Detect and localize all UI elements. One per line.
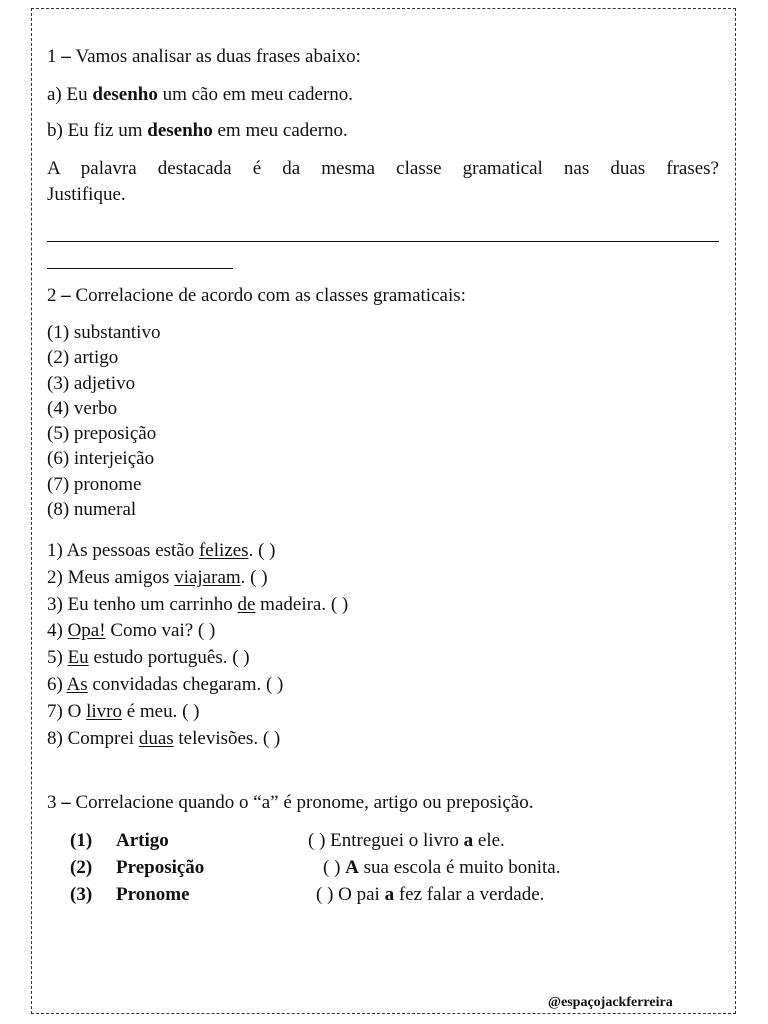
option-number: (1) — [70, 830, 93, 851]
option-number: (2) — [70, 857, 93, 878]
sentence-item[interactable]: 5) Eu estudo português. ( ) — [47, 647, 250, 669]
class-item: (6) interjeição — [47, 448, 155, 470]
sentence-item[interactable]: 8) Comprei duas televisões. ( ) — [47, 727, 281, 749]
q2-title: 2 – Correlacione de acordo com as classes gramaticais: — [47, 285, 466, 306]
sentence-item[interactable]: 6) As convidadas chegaram. ( ) — [47, 673, 284, 695]
class-item: (4) verbo — [47, 397, 118, 419]
class-item: (2) artigo — [47, 347, 119, 369]
class-item: (7) pronome — [47, 473, 142, 495]
class-item: (3) adjetivo — [47, 372, 136, 394]
sentence-item[interactable]: 1) As pessoas estão felizes. ( ) — [47, 540, 276, 561]
class-item: (5) preposição — [47, 423, 157, 445]
answer-line-2[interactable] — [47, 268, 233, 269]
answer-line-1[interactable] — [47, 241, 719, 242]
q1-sentence-a: a) Eu desenho um cão em meu caderno. — [47, 84, 354, 105]
class-item: (8) numeral — [47, 499, 137, 521]
q3-title: 3 – Correlacione quando o “a” é pronome, artigo ou preposição. — [47, 792, 534, 813]
sentence-item[interactable]: 4) Opa! Como vai? ( ) — [47, 620, 216, 642]
class-list — [47, 320, 160, 522]
sentence-list — [47, 538, 348, 752]
q1-question: A palavra destacada é da mesma classe gramatical nas duas frases? — [47, 158, 719, 179]
q1-title: 1 – Vamos analisar as duas frases abaixo: — [47, 46, 361, 67]
q3-sentence[interactable]: ( ) Entreguei o livro a ele. — [308, 830, 505, 851]
sentence-item[interactable]: 2) Meus amigos viajaram. ( ) — [47, 566, 268, 588]
class-item: (1) substantivo — [47, 322, 161, 343]
option-name: Artigo — [116, 830, 169, 851]
sentence-item[interactable]: 7) O livro é meu. ( ) — [47, 700, 200, 722]
option-number: (3) — [70, 884, 93, 905]
option-name: Pronome — [116, 884, 190, 905]
option-name: Preposição — [116, 857, 205, 878]
q1-sentence-b: b) Eu fiz um desenho em meu caderno. — [47, 120, 348, 141]
q3-sentence[interactable]: ( ) A sua escola é muito bonita. — [323, 857, 561, 878]
q1-question-cont: Justifique. — [47, 184, 126, 205]
author-credit: @espaçojackferreira — [548, 995, 673, 1010]
sentence-item[interactable]: 3) Eu tenho um carrinho de madeira. ( ) — [47, 593, 349, 615]
q3-sentence[interactable]: ( ) O pai a fez falar a verdade. — [316, 884, 545, 905]
